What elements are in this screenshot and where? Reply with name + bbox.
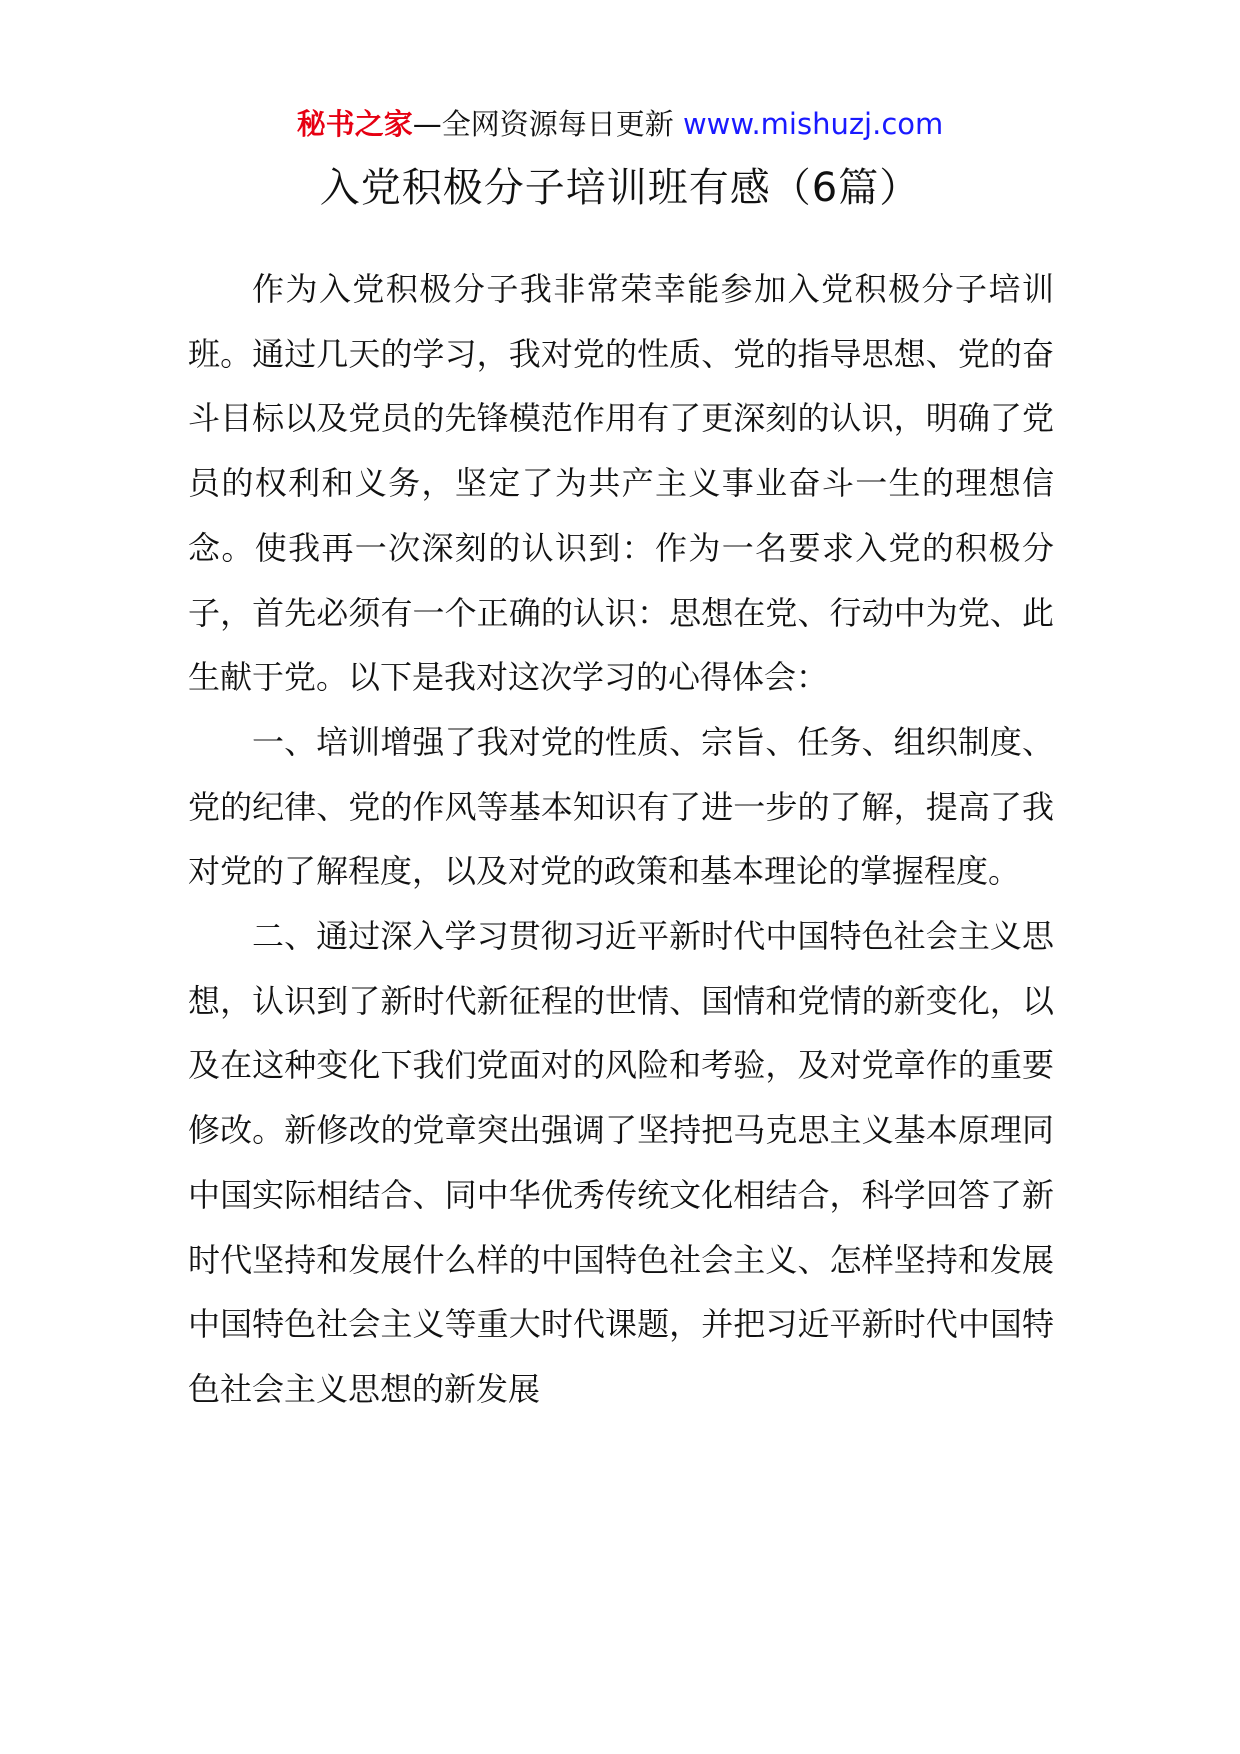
site-header [0, 102, 1240, 146]
paragraph-point-two: 二、通过深入学习贯彻习近平新时代中国特色社会主义思想，认识到了新时代新征程的世情、国情和党情的新变化，以及在这种变化下我们党面对的风险和考验，及对党章作的重要修改。新修改的党章突出强调了坚持把马克思主义基本原理同中国实际相结合、同中华优秀传统文化相结合，科学回答了新时代坚持和发展什么样的中国特色社会主义、怎样坚持和发展中国特色社会主义等重大时代课题，并把习近平新时代中国特色社会主义思想的新发展 [188, 917, 1054, 1408]
site-url-link[interactable]: www.mishuzj.com [682, 107, 944, 141]
header-tagline: —全网资源每日更新 [412, 107, 674, 141]
brand-name: 秘书之家 [296, 107, 413, 141]
paragraph-intro: 作为入党积极分子我非常荣幸能参加入党积极分子培训班。通过几天的学习，我对党的性质、党的指导思想、党的奋斗目标以及党员的先锋模范作用有了更深刻的认识，明确了党员的权利和义务，坚定了为共产主义事业奋斗一生的理想信念。使我再一次深刻的认识到：作为一名要求入党的积极分子，首先必须有一个正确的认识：思想在党、行动中为党、此生献于党。以下是我对这次学习的心得体会： [188, 270, 1054, 697]
document-title: 入党积极分子培训班有感（6篇） [319, 165, 921, 211]
document-body [188, 257, 1054, 1422]
paragraph-point-one: 一、培训增强了我对党的性质、宗旨、任务、组织制度、党的纪律、党的作风等基本知识有了进一步的了解，提高了我对党的了解程度，以及对党的政策和基本理论的掌握程度。 [188, 722, 1054, 891]
